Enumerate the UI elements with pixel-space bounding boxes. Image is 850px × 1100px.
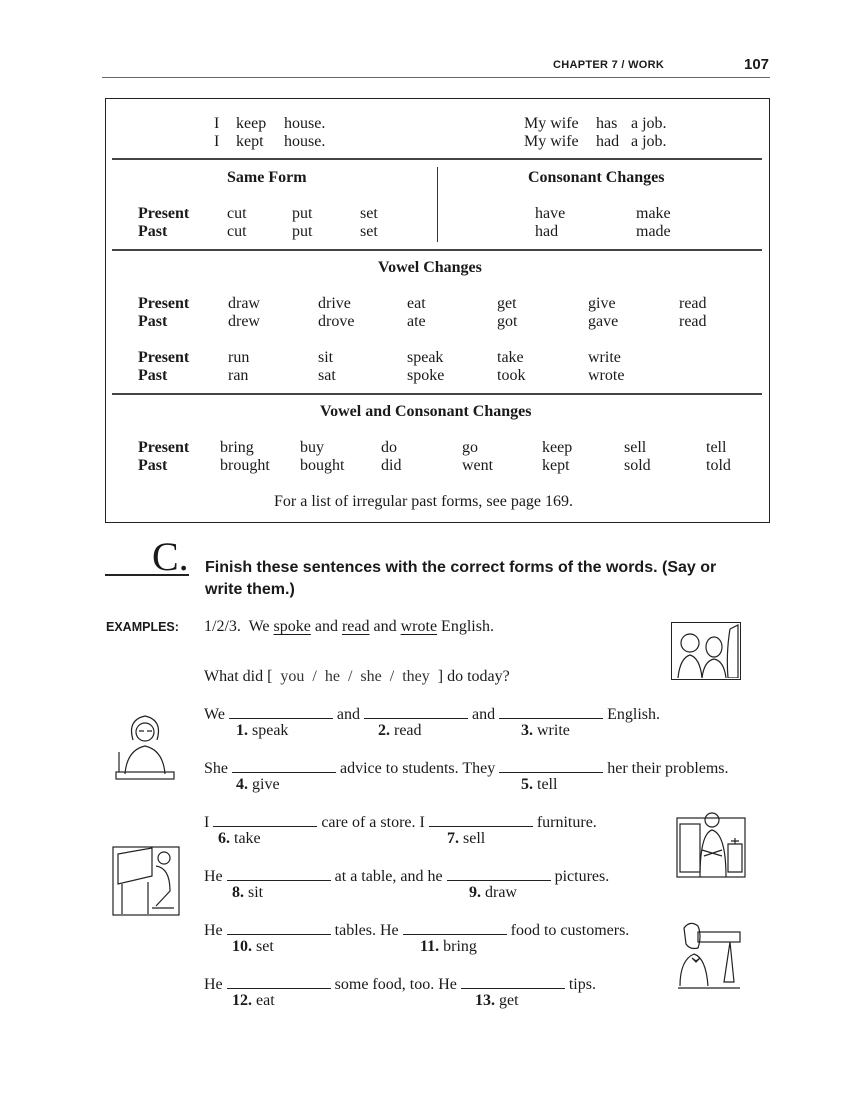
verb: cut [227, 223, 247, 240]
verb: told [706, 457, 731, 474]
same-form-title: Same Form [227, 169, 307, 186]
cue-12: 12. eat [232, 992, 275, 1009]
verb: got [497, 313, 518, 330]
section-letter: C. [152, 534, 189, 579]
present-label: Present [138, 439, 190, 456]
teacher-illustration [115, 712, 175, 786]
verb: do [381, 439, 397, 456]
instruction-line-2: write them.) [205, 581, 295, 598]
present-label: Present [138, 205, 190, 222]
answer-blank-1[interactable] [229, 704, 333, 719]
verb: write [588, 349, 621, 366]
examples-label: EXAMPLES: [106, 620, 179, 634]
exercise-row-3: I care of a store. I furniture. [204, 814, 597, 831]
answer-blank-8[interactable] [227, 866, 331, 881]
answer-blank-6[interactable] [213, 812, 317, 827]
verb: wrote [588, 367, 625, 384]
verb: go [462, 439, 478, 456]
verb: put [292, 223, 313, 240]
verb: buy [300, 439, 324, 456]
cue-13: 13. get [475, 992, 519, 1009]
verb: drew [228, 313, 260, 330]
answer-blank-10[interactable] [227, 920, 331, 935]
vowel-changes-title: Vowel Changes [378, 259, 482, 276]
past-label: Past [138, 313, 168, 330]
verb: drove [318, 313, 355, 330]
present-label: Present [138, 295, 190, 312]
grammar-box [105, 98, 770, 523]
instruction-line-1: Finish these sentences with the correct forms of the words. (Say or [205, 559, 717, 576]
answer-blank-7[interactable] [429, 812, 533, 827]
verb: take [497, 349, 524, 366]
verb: kept [542, 457, 570, 474]
clerk-icon [676, 810, 746, 878]
header-rule [102, 77, 770, 78]
verb: spoke [407, 367, 445, 384]
cue-7: 7. sell [447, 830, 486, 847]
verb: made [636, 223, 671, 240]
verb: ran [228, 367, 249, 384]
verb: bring [220, 439, 254, 456]
verb: eat [407, 295, 426, 312]
answer-blank-11[interactable] [403, 920, 507, 935]
verb: drive [318, 295, 351, 312]
artist-at-drafting-table-illustration [112, 846, 180, 916]
verb: run [228, 349, 250, 366]
store-clerk-illustration [676, 810, 746, 878]
past-label: Past [138, 457, 168, 474]
exercise-row-4: He at a table, and he pictures. [204, 868, 610, 885]
cue-10: 10. set [232, 938, 274, 955]
exercise-row-1: We and and English. [204, 706, 661, 723]
cue-9: 9. draw [469, 884, 517, 901]
divider [112, 249, 762, 251]
verb: had [535, 223, 559, 240]
cue-5: 5. tell [521, 776, 558, 793]
exercise-row-6: He some food, too. He tips. [204, 976, 596, 993]
verb: keep [542, 439, 573, 456]
verb: set [360, 223, 378, 240]
answer-blank-12[interactable] [227, 974, 331, 989]
verb: went [462, 457, 494, 474]
teacher-icon [115, 712, 175, 786]
example-sentence: 1/2/3. We spoke and read and wrote English. [204, 618, 494, 635]
cue-4: 4. give [236, 776, 280, 793]
waiter-icon [678, 920, 742, 990]
cue-11: 11. bring [420, 938, 477, 955]
verb: ate [407, 313, 426, 330]
verb: did [381, 457, 402, 474]
verb: set [360, 205, 378, 222]
column-divider [437, 167, 438, 242]
cue-6: 6. take [218, 830, 261, 847]
verb: have [535, 205, 566, 222]
cue-2: 2. read [378, 722, 422, 739]
answer-blank-3[interactable] [499, 704, 603, 719]
example-question: What did [ you / he / she / they ] do today? [204, 668, 510, 685]
example-kept-line: I kept house. [214, 133, 326, 150]
vowel-consonant-title: Vowel and Consonant Changes [320, 403, 532, 420]
past-label: Past [138, 223, 168, 240]
example-had-line: My wife had a job. [524, 133, 667, 150]
answer-blank-13[interactable] [461, 974, 565, 989]
verb: read [679, 295, 707, 312]
footnote: For a list of irregular past forms, see page 169. [274, 493, 574, 510]
exercise-row-5: He tables. He food to customers. [204, 922, 630, 939]
answer-blank-5[interactable] [499, 758, 603, 773]
students-group-illustration [671, 622, 741, 680]
verb: gave [588, 313, 619, 330]
verb: tell [706, 439, 727, 456]
verb: give [588, 295, 616, 312]
verb: put [292, 205, 313, 222]
example-has-line: My wife has a job. [524, 115, 667, 132]
verb: cut [227, 205, 247, 222]
verb: bought [300, 457, 345, 474]
drafting-table-icon [112, 846, 180, 916]
divider [112, 158, 762, 160]
divider [112, 393, 762, 395]
verb: get [497, 295, 517, 312]
answer-blank-2[interactable] [364, 704, 468, 719]
cue-8: 8. sit [232, 884, 264, 901]
waiter-illustration [678, 920, 742, 990]
verb: read [679, 313, 707, 330]
verb: sold [624, 457, 651, 474]
exercise-row-2: She advice to students. They her their problems. [204, 760, 729, 777]
verb: took [497, 367, 526, 384]
answer-blank-9[interactable] [447, 866, 551, 881]
verb: sell [624, 439, 647, 456]
present-label: Present [138, 349, 190, 366]
answer-blank-4[interactable] [232, 758, 336, 773]
people-icon [672, 623, 739, 678]
verb: sat [318, 367, 336, 384]
running-title: CHAPTER 7 / WORK [553, 59, 665, 71]
cue-1: 1. speak [236, 722, 289, 739]
verb: make [636, 205, 671, 222]
cue-3: 3. write [521, 722, 570, 739]
page-number: 107 [744, 56, 770, 73]
verb: sit [318, 349, 334, 366]
consonant-changes-title: Consonant Changes [528, 169, 665, 186]
verb: draw [228, 295, 260, 312]
example-keep-line: I keep house. [214, 115, 326, 132]
verb: brought [220, 457, 270, 474]
past-label: Past [138, 367, 168, 384]
verb: speak [407, 349, 444, 366]
